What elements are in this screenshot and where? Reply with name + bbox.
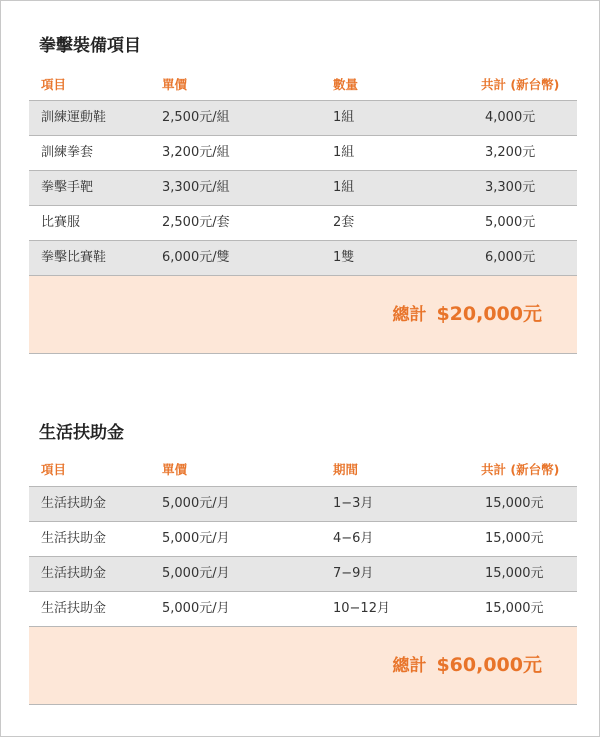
allowance-section — [29, 418, 577, 718]
allowance-table — [29, 486, 577, 705]
cell-unit-price: 3,200元/組 — [162, 145, 230, 160]
equipment-section — [29, 31, 577, 361]
cell-unit-price: 5,000元/月 — [162, 531, 230, 546]
cell-subtotal: 3,300元 — [485, 180, 536, 195]
equipment-table-header — [29, 75, 577, 99]
header-quantity: 數量 — [333, 77, 359, 92]
cell-item: 生活扶助金 — [41, 496, 107, 511]
cell-unit-price: 2,500元/組 — [162, 110, 230, 125]
cell-item: 生活扶助金 — [41, 601, 107, 616]
cell-quantity: 1組 — [333, 180, 355, 195]
cell-period: 7−9月 — [333, 566, 374, 581]
cell-unit-price: 6,000元/雙 — [162, 250, 230, 265]
header-unit-price: 單價 — [162, 462, 188, 477]
cell-quantity: 1組 — [333, 145, 355, 160]
cell-subtotal: 6,000元 — [485, 250, 536, 265]
total-value: $60,000元 — [436, 654, 542, 676]
total-value: $20,000元 — [436, 303, 542, 325]
total-label: 總計 — [392, 656, 427, 676]
cell-subtotal: 15,000元 — [485, 601, 544, 616]
cell-period: 1−3月 — [333, 496, 374, 511]
allowance-total — [392, 627, 542, 705]
table-row — [29, 206, 577, 241]
cell-unit-price: 5,000元/月 — [162, 601, 230, 616]
cell-item: 訓練運動鞋 — [41, 110, 107, 125]
cell-period: 10−12月 — [333, 601, 390, 616]
cell-subtotal: 3,200元 — [485, 145, 536, 160]
equipment-total — [392, 276, 542, 354]
cell-unit-price: 5,000元/月 — [162, 496, 230, 511]
cell-quantity: 2套 — [333, 215, 355, 230]
table-row — [29, 557, 577, 592]
header-subtotal: 共計 (新台幣) — [481, 77, 560, 92]
cell-unit-price: 2,500元/套 — [162, 215, 230, 230]
allowance-table-header — [29, 460, 577, 484]
cell-item: 拳擊比賽鞋 — [41, 250, 107, 265]
cell-subtotal: 5,000元 — [485, 215, 536, 230]
header-item: 項目 — [41, 462, 67, 477]
cell-quantity: 1雙 — [333, 250, 355, 265]
table-row — [29, 487, 577, 522]
table-row — [29, 171, 577, 206]
cell-item: 比賽服 — [41, 215, 81, 230]
cell-subtotal: 15,000元 — [485, 531, 544, 546]
cell-subtotal: 15,000元 — [485, 566, 544, 581]
table-row — [29, 522, 577, 557]
equipment-table — [29, 100, 577, 354]
table-row — [29, 241, 577, 276]
cell-unit-price: 5,000元/月 — [162, 566, 230, 581]
allowance-total-box — [29, 627, 577, 705]
cell-item: 訓練拳套 — [41, 145, 94, 160]
cell-subtotal: 4,000元 — [485, 110, 536, 125]
cell-unit-price: 3,300元/組 — [162, 180, 230, 195]
header-item: 項目 — [41, 77, 67, 92]
table-row — [29, 136, 577, 171]
allowance-title: 生活扶助金 — [39, 423, 124, 443]
cell-item: 生活扶助金 — [41, 566, 107, 581]
total-label: 總計 — [392, 305, 427, 325]
header-subtotal: 共計 (新台幣) — [481, 462, 560, 477]
header-period: 期間 — [333, 462, 359, 477]
table-row — [29, 101, 577, 136]
cell-period: 4−6月 — [333, 531, 374, 546]
equipment-title: 拳擊裝備項目 — [39, 36, 141, 56]
equipment-total-box — [29, 276, 577, 354]
cell-item: 生活扶助金 — [41, 531, 107, 546]
header-unit-price: 單價 — [162, 77, 188, 92]
cell-quantity: 1組 — [333, 110, 355, 125]
cell-subtotal: 15,000元 — [485, 496, 544, 511]
cell-item: 拳擊手靶 — [41, 180, 94, 195]
table-row — [29, 592, 577, 627]
